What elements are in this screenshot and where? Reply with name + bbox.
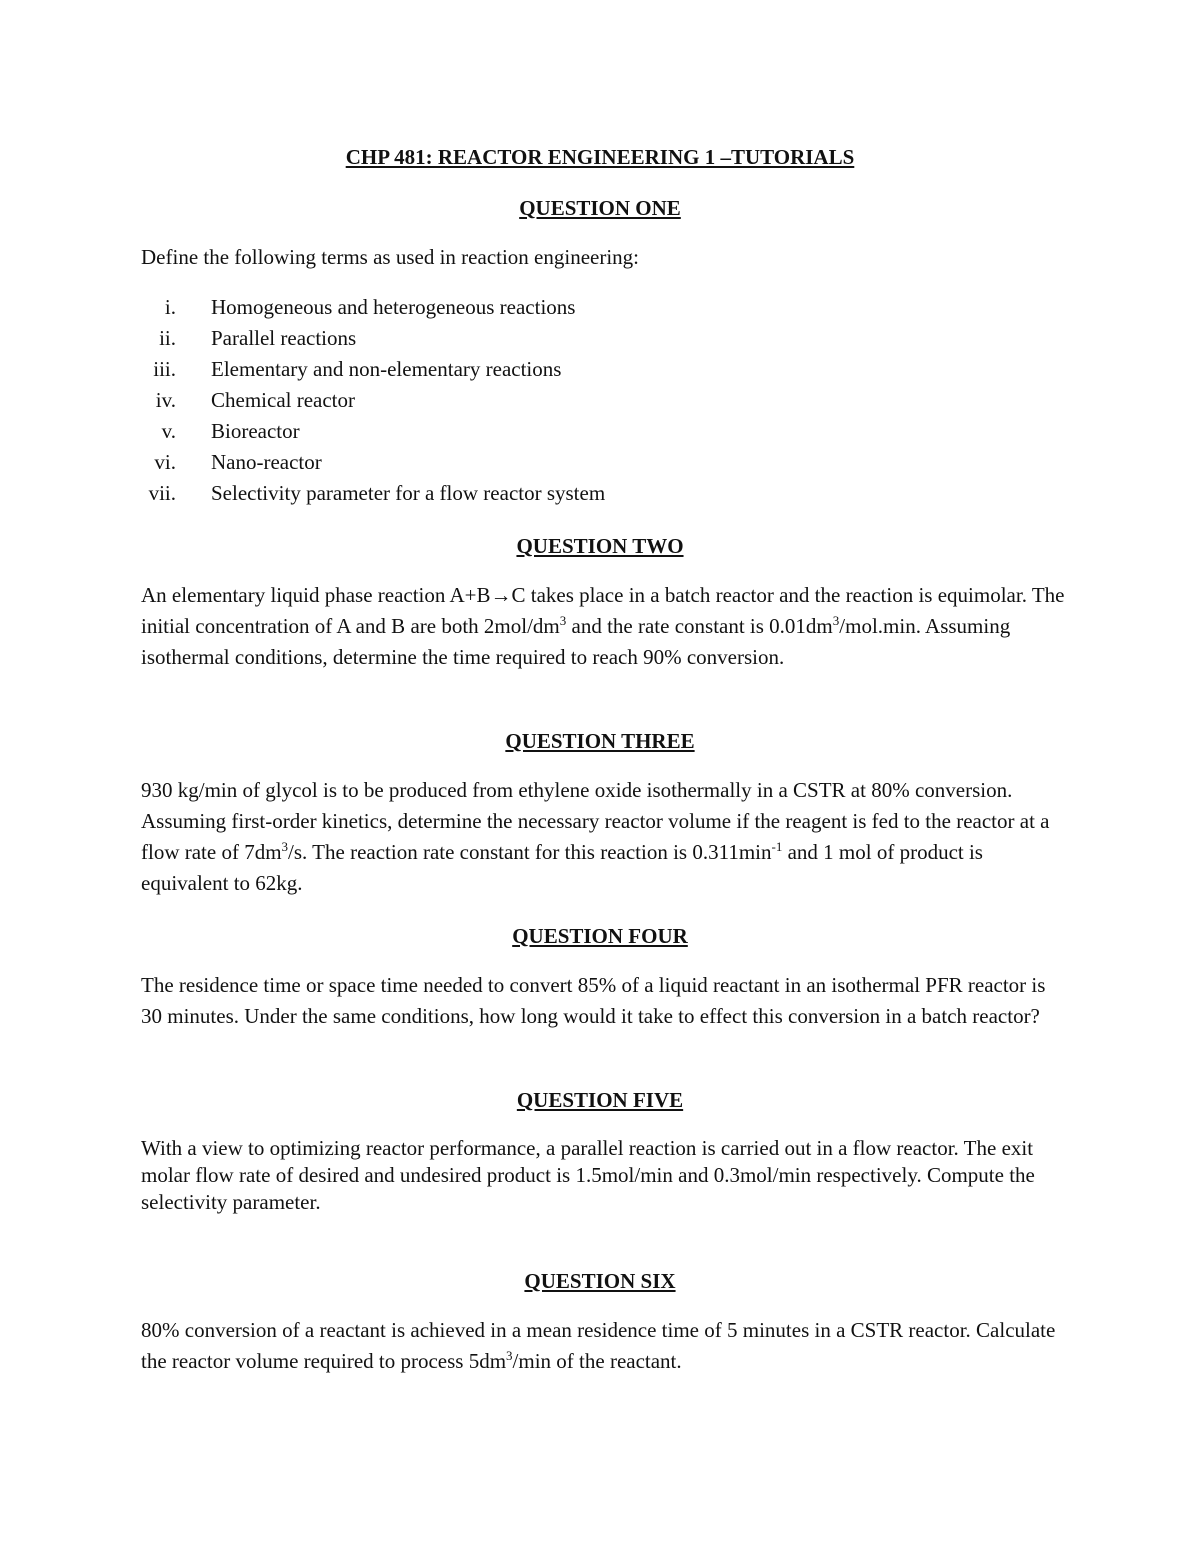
superscript: 3 — [506, 1348, 513, 1363]
question-two-heading: QUESTION TWO — [516, 534, 684, 558]
question-one-heading: QUESTION ONE — [519, 196, 681, 220]
list-item — [0, 354, 1200, 385]
text-run: and the rate constant is 0.01dm — [566, 614, 833, 638]
list-numeral: iii. — [153, 357, 176, 381]
text-run: /min of the reactant. — [512, 1349, 682, 1373]
list-item-text: Homogeneous and heterogeneous reactions — [211, 295, 576, 319]
text-run: An elementary liquid phase reaction A+B→C takes place in a batch reactor and the reaction is equimolar. The initial concentration of A and B are both 2mol/dm — [141, 583, 1065, 638]
question-two-text — [141, 580, 1071, 673]
question-six-heading: QUESTION SIX — [524, 1269, 676, 1293]
list-item — [0, 385, 1200, 416]
question-three-heading: QUESTION THREE — [505, 729, 695, 753]
question-five-text: With a view to optimizing reactor performance, a parallel reaction is carried out in a flow reactor. The exit molar flow rate of desired and undesired product is 1.5mol/min and 0.3mol/min respectively. Compute the selectivity parameter. — [141, 1136, 1035, 1214]
list-numeral: i. — [164, 295, 176, 319]
question-four-heading: QUESTION FOUR — [512, 924, 688, 948]
superscript: 3 — [281, 839, 289, 854]
question-four-text: The residence time or space time needed to convert 85% of a liquid reactant in an isothermal PFR reactor is 30 minutes. Under the same conditions, how long would it take to effect this conversion in a batch reactor? — [141, 973, 1046, 1028]
list-item — [0, 416, 1200, 447]
text-run: and 1 mol of product is equivalent to 62kg. — [141, 840, 983, 895]
text-run: /s. The reaction rate constant for this reaction is 0.311min — [288, 840, 772, 864]
list-item-text: Selectivity parameter for a flow reactor system — [211, 481, 606, 505]
list-numeral: iv. — [155, 388, 176, 412]
question-one-intro: Define the following terms as used in reaction engineering: — [141, 245, 640, 269]
question-three-text — [141, 775, 1071, 899]
page-title: CHP 481: REACTOR ENGINEERING 1 –TUTORIALS — [345, 145, 855, 169]
superscript: 3 — [559, 613, 567, 628]
text-run: 930 kg/min of glycol is to be produced from ethylene oxide isothermally in a CSTR at 80% conversion. Assuming first-order kinetics, determine the necessary reactor volume if the reagent is fed to the reactor at a flow rate of 7dm — [141, 778, 1050, 864]
list-item — [0, 292, 1200, 323]
question-five-heading: QUESTION FIVE — [516, 1088, 684, 1112]
text-run: /mol.min. Assuming isothermal conditions, determine the time required to reach 90% conversion. — [141, 614, 1011, 669]
list-item-text: Parallel reactions — [211, 326, 357, 350]
superscript: 3 — [832, 613, 840, 628]
superscript: -1 — [771, 839, 783, 854]
list-item-text: Elementary and non-elementary reactions — [211, 357, 562, 381]
list-item-text: Bioreactor — [211, 419, 300, 443]
text-run: 80% conversion of a reactant is achieved in a mean residence time of 5 minutes in a CSTR reactor. Calculate the reactor volume required to process 5dm — [141, 1318, 1056, 1373]
list-item-text: Nano-reactor — [211, 450, 322, 474]
list-numeral: v. — [161, 419, 176, 443]
list-numeral: vii. — [148, 481, 176, 505]
question-six-text — [141, 1315, 1071, 1377]
list-item — [0, 478, 1200, 509]
list-numeral: vi. — [154, 450, 176, 474]
list-item-text: Chemical reactor — [211, 388, 356, 412]
list-item — [0, 447, 1200, 478]
list-numeral: ii. — [159, 326, 176, 350]
list-item — [0, 323, 1200, 354]
